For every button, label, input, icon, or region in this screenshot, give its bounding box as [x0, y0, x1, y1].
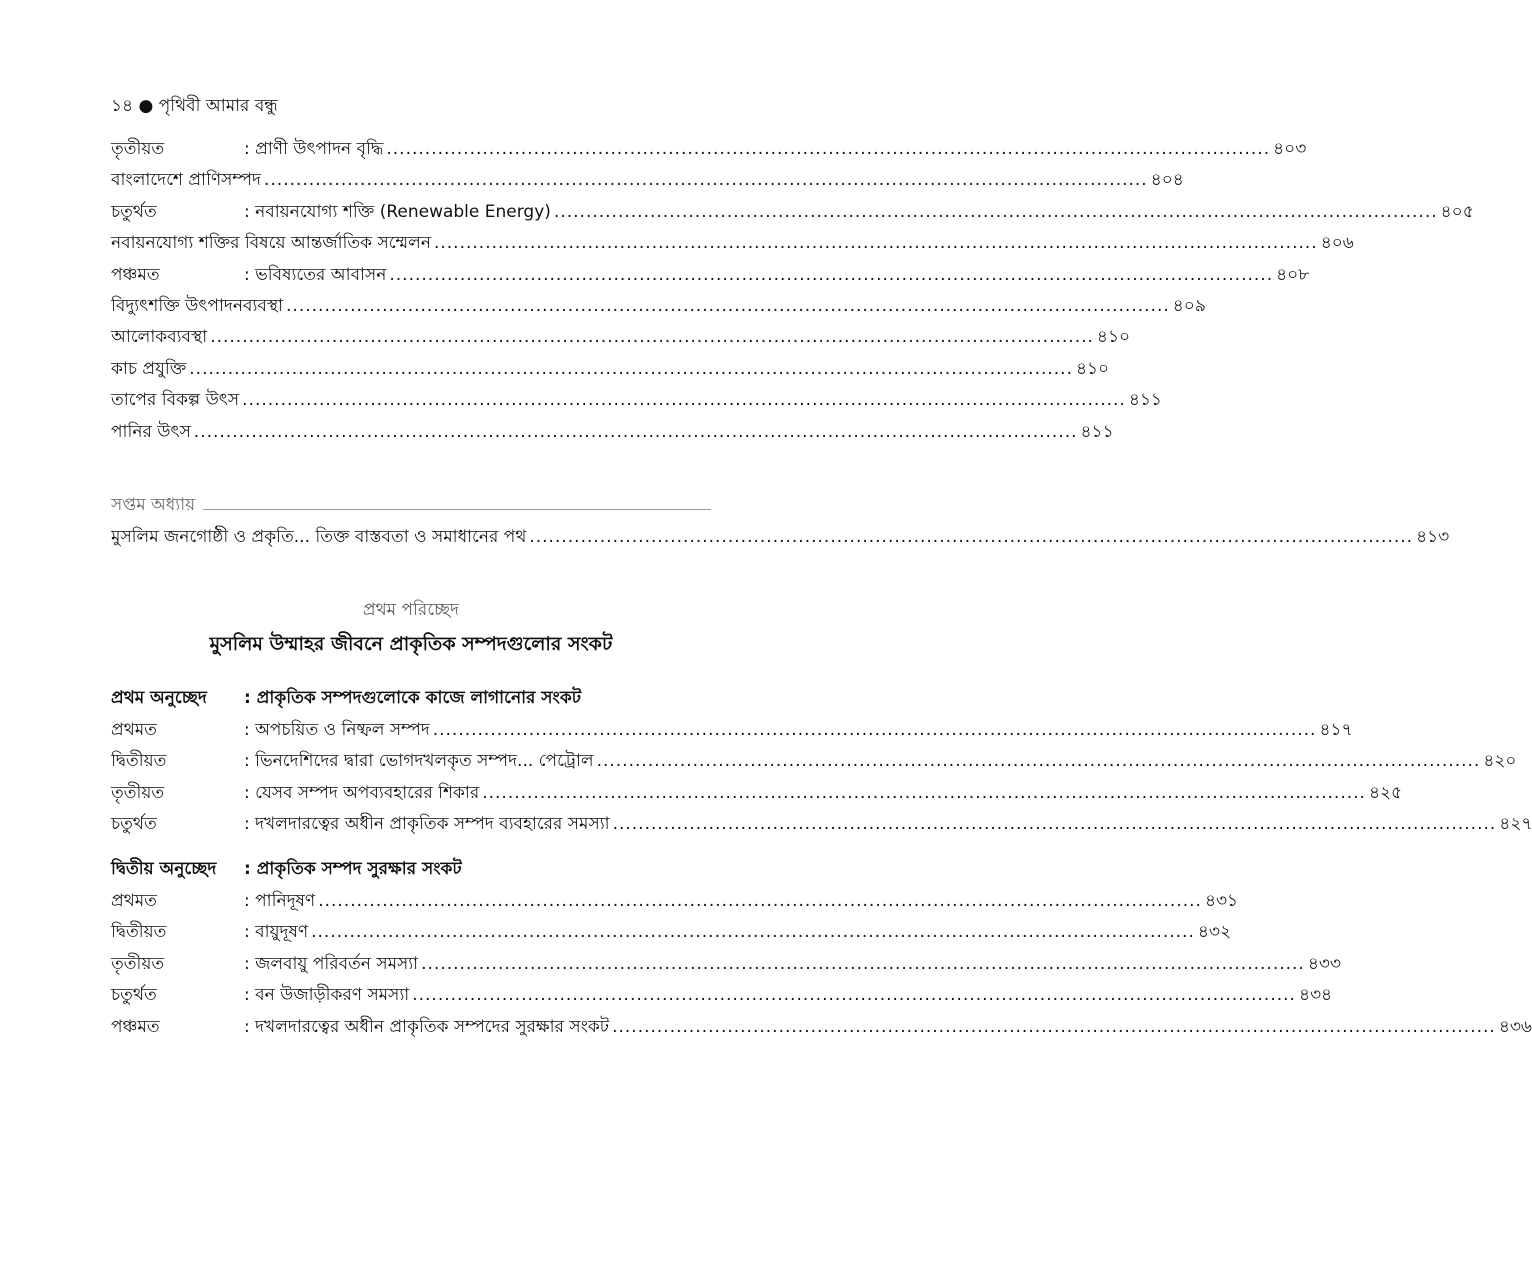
toc-entry[interactable] [111, 951, 1341, 982]
toc-entry[interactable] [111, 811, 1532, 842]
part-label: প্রথম পরিচ্ছেদ [362, 600, 460, 620]
leader-dots [482, 783, 1366, 803]
leader-dots [189, 359, 1073, 379]
toc-entry-page: ৪২৫ [1368, 782, 1403, 803]
toc-entry[interactable] [111, 919, 1231, 950]
toc-entry-label: তৃতীয়ত [111, 953, 165, 974]
toc-entry[interactable] [111, 167, 1184, 198]
toc-entry-page: ৪০৩ [1273, 139, 1307, 159]
toc-entry-title: পানির উৎস [111, 421, 191, 442]
leader-dots [613, 814, 1497, 834]
leader-dots [242, 390, 1126, 410]
toc-entry-title: : দখলদারত্বের অধীন প্রাকৃতিক সম্পদ ব্যবহারের সমস্যা [244, 814, 610, 835]
header-page-number: ১৪ [111, 96, 134, 116]
toc-entry-title: মুসলিম জনগোষ্ঠী ও প্রকৃতি... তিক্ত বাস্তবতা ও সমাধানের পথ [111, 527, 527, 547]
toc-entry-title: তাপের বিকল্প উৎস [111, 390, 240, 411]
toc-entry-title: কাচ প্রযুক্তি [111, 358, 187, 379]
toc-entry-title: : ভিনদেশিদের দ্বারা ভোগদখলকৃত সম্পদ... পেট্রোল [244, 751, 594, 772]
toc-entry-page: ৪৩২ [1197, 922, 1231, 943]
section-heading[interactable] [111, 856, 711, 888]
leader-dots [554, 202, 1438, 222]
toc-entry-page: ৪০৫ [1440, 201, 1474, 222]
toc-entry-title: : বন উজাড়ীকরণ সমস্যা [244, 985, 410, 1006]
toc-entry-label: পঞ্চমত [111, 264, 160, 285]
leader-dots [434, 233, 1318, 253]
toc-entry-label: চতুর্থত [111, 814, 157, 835]
leader-dots [210, 327, 1094, 347]
toc-entry-title: নবায়নযোগ্য শক্তির বিষয়ে আন্তর্জাতিক সম্মেলন [111, 233, 431, 254]
leader-dots [264, 170, 1148, 190]
toc-entry-page: ৪১১ [1128, 390, 1162, 411]
toc-entry-label: চতুর্থত [111, 985, 157, 1006]
toc-entry-page: ৪০৮ [1276, 264, 1310, 285]
section-1 [111, 685, 1532, 843]
toc-top-list [111, 136, 1474, 450]
toc-entry-title: : দখলদারত্বের অধীন প্রাকৃতিক সম্পদের সুরক্ষার সংকট [244, 1016, 610, 1037]
leader-dots [433, 720, 1317, 740]
toc-entry[interactable] [111, 524, 1450, 555]
toc-entry-page: ৪৩১ [1204, 891, 1239, 911]
toc-entry-page: ৪০৬ [1320, 233, 1354, 254]
leader-dots [318, 891, 1202, 911]
toc-entry-label: প্রথমত [111, 891, 157, 911]
toc-entry[interactable] [111, 356, 1110, 387]
leader-dots [421, 954, 1305, 974]
toc-entry-page: ৪২৭ [1499, 814, 1532, 835]
leader-dots [286, 296, 1170, 316]
toc-entry[interactable] [111, 982, 1333, 1013]
toc-entry-page: ৪২০ [1483, 751, 1517, 772]
toc-entry-title: : পানিদূষণ [244, 891, 316, 911]
chapter-title: সপ্তম অধ্যায় [111, 495, 196, 515]
toc-entry[interactable] [111, 419, 1114, 450]
toc-entry-title: : নবায়নযোগ্য শক্তি (Renewable Energy) [244, 201, 551, 222]
leader-dots [389, 265, 1273, 285]
section-title: : প্রাকৃতিক সম্পদ সুরক্ষার সংকট [244, 859, 462, 879]
leader-dots [194, 422, 1078, 442]
toc-entry-page: ৪১৭ [1319, 720, 1353, 740]
toc-entry[interactable] [111, 387, 1162, 418]
toc-entry[interactable] [111, 199, 1474, 230]
toc-entry[interactable] [111, 230, 1354, 261]
toc-entry-page: ৪১০ [1076, 358, 1110, 379]
toc-entry-page: ৪০৯ [1172, 295, 1206, 316]
section-label: প্রথম অনুচ্ছেদ [111, 688, 207, 708]
part-title: মুসলিম উম্মাহর জীবনে প্রাকৃতিক সম্পদগুলোর সংকট [209, 633, 613, 655]
leader-dots [597, 751, 1481, 771]
leader-dots [612, 1017, 1496, 1037]
toc-entry[interactable] [111, 262, 1310, 293]
toc-entry-title: : বায়ুদূষণ [244, 922, 309, 943]
header-book-title: পৃথিবী আমার বন্ধু [158, 96, 278, 116]
toc-entry[interactable] [111, 717, 1353, 748]
leader-dots [311, 922, 1195, 942]
section-label: দ্বিতীয় অনুচ্ছেদ [111, 859, 217, 879]
toc-entry[interactable] [111, 1014, 1532, 1045]
toc-entry[interactable] [111, 748, 1517, 779]
toc-entry[interactable] [111, 324, 1131, 355]
toc-entry-title: বাংলাদেশে প্রাণিসম্পদ [111, 170, 261, 191]
toc-entry-page: ৪১৩ [1416, 527, 1450, 547]
section-title: : প্রাকৃতিক সম্পদগুলোকে কাজে লাগানোর সংকট [244, 688, 581, 708]
leader-dots [386, 139, 1270, 159]
toc-entry-page: ৪৩৪ [1298, 985, 1333, 1006]
toc-entry-title: : অপচয়িত ও নিষ্ফল সম্পদ [244, 720, 430, 740]
toc-entry[interactable] [111, 136, 1307, 167]
section-heading[interactable] [111, 685, 711, 717]
toc-entry-label: পঞ্চমত [111, 1016, 160, 1037]
toc-entry[interactable] [111, 293, 1206, 324]
running-header [111, 93, 278, 121]
toc-entry-label: চতুর্থত [111, 201, 157, 222]
header-bullet: ● [138, 96, 154, 116]
toc-entry-label: তৃতীয়ত [111, 782, 165, 803]
section-2 [111, 856, 1532, 1045]
toc-entry-title: আলোকব্যবস্থা [111, 327, 208, 348]
toc-entry-title: বিদ্যুৎশক্তি উৎপাদনব্যবস্থা [111, 295, 284, 316]
toc-entry-label: প্রথমত [111, 720, 157, 740]
toc-entry-label: তৃতীয়ত [111, 139, 165, 159]
toc-entry-page: ৪০৪ [1150, 170, 1184, 191]
toc-entry-label: দ্বিতীয়ত [111, 922, 167, 943]
toc-entry-page: ৪১০ [1096, 327, 1131, 348]
toc-entry-page: ৪৩৩ [1307, 953, 1341, 974]
toc-entry-page: ৪১১ [1080, 421, 1114, 442]
leader-dots [529, 527, 1413, 547]
toc-entry-page: ৪৩৬ [1498, 1016, 1532, 1037]
toc-entry-title: : জলবায়ু পরিবর্তন সমস্যা [244, 953, 419, 974]
toc-entry-title: : ভবিষ্যতের আবাসন [244, 264, 387, 285]
chapter-rule [203, 509, 711, 510]
chapter-entry-list [111, 524, 1450, 555]
toc-entry-title: : প্রাণী উৎপাদন বৃদ্ধি [244, 139, 384, 159]
toc-entry[interactable] [111, 888, 1239, 919]
leader-dots [412, 985, 1296, 1005]
chapter-heading [111, 492, 711, 520]
toc-entry-label: দ্বিতীয়ত [111, 751, 167, 772]
toc-entry[interactable] [111, 780, 1403, 811]
toc-entry-title: : যেসব সম্পদ অপব্যবহারের শিকার [244, 782, 480, 803]
